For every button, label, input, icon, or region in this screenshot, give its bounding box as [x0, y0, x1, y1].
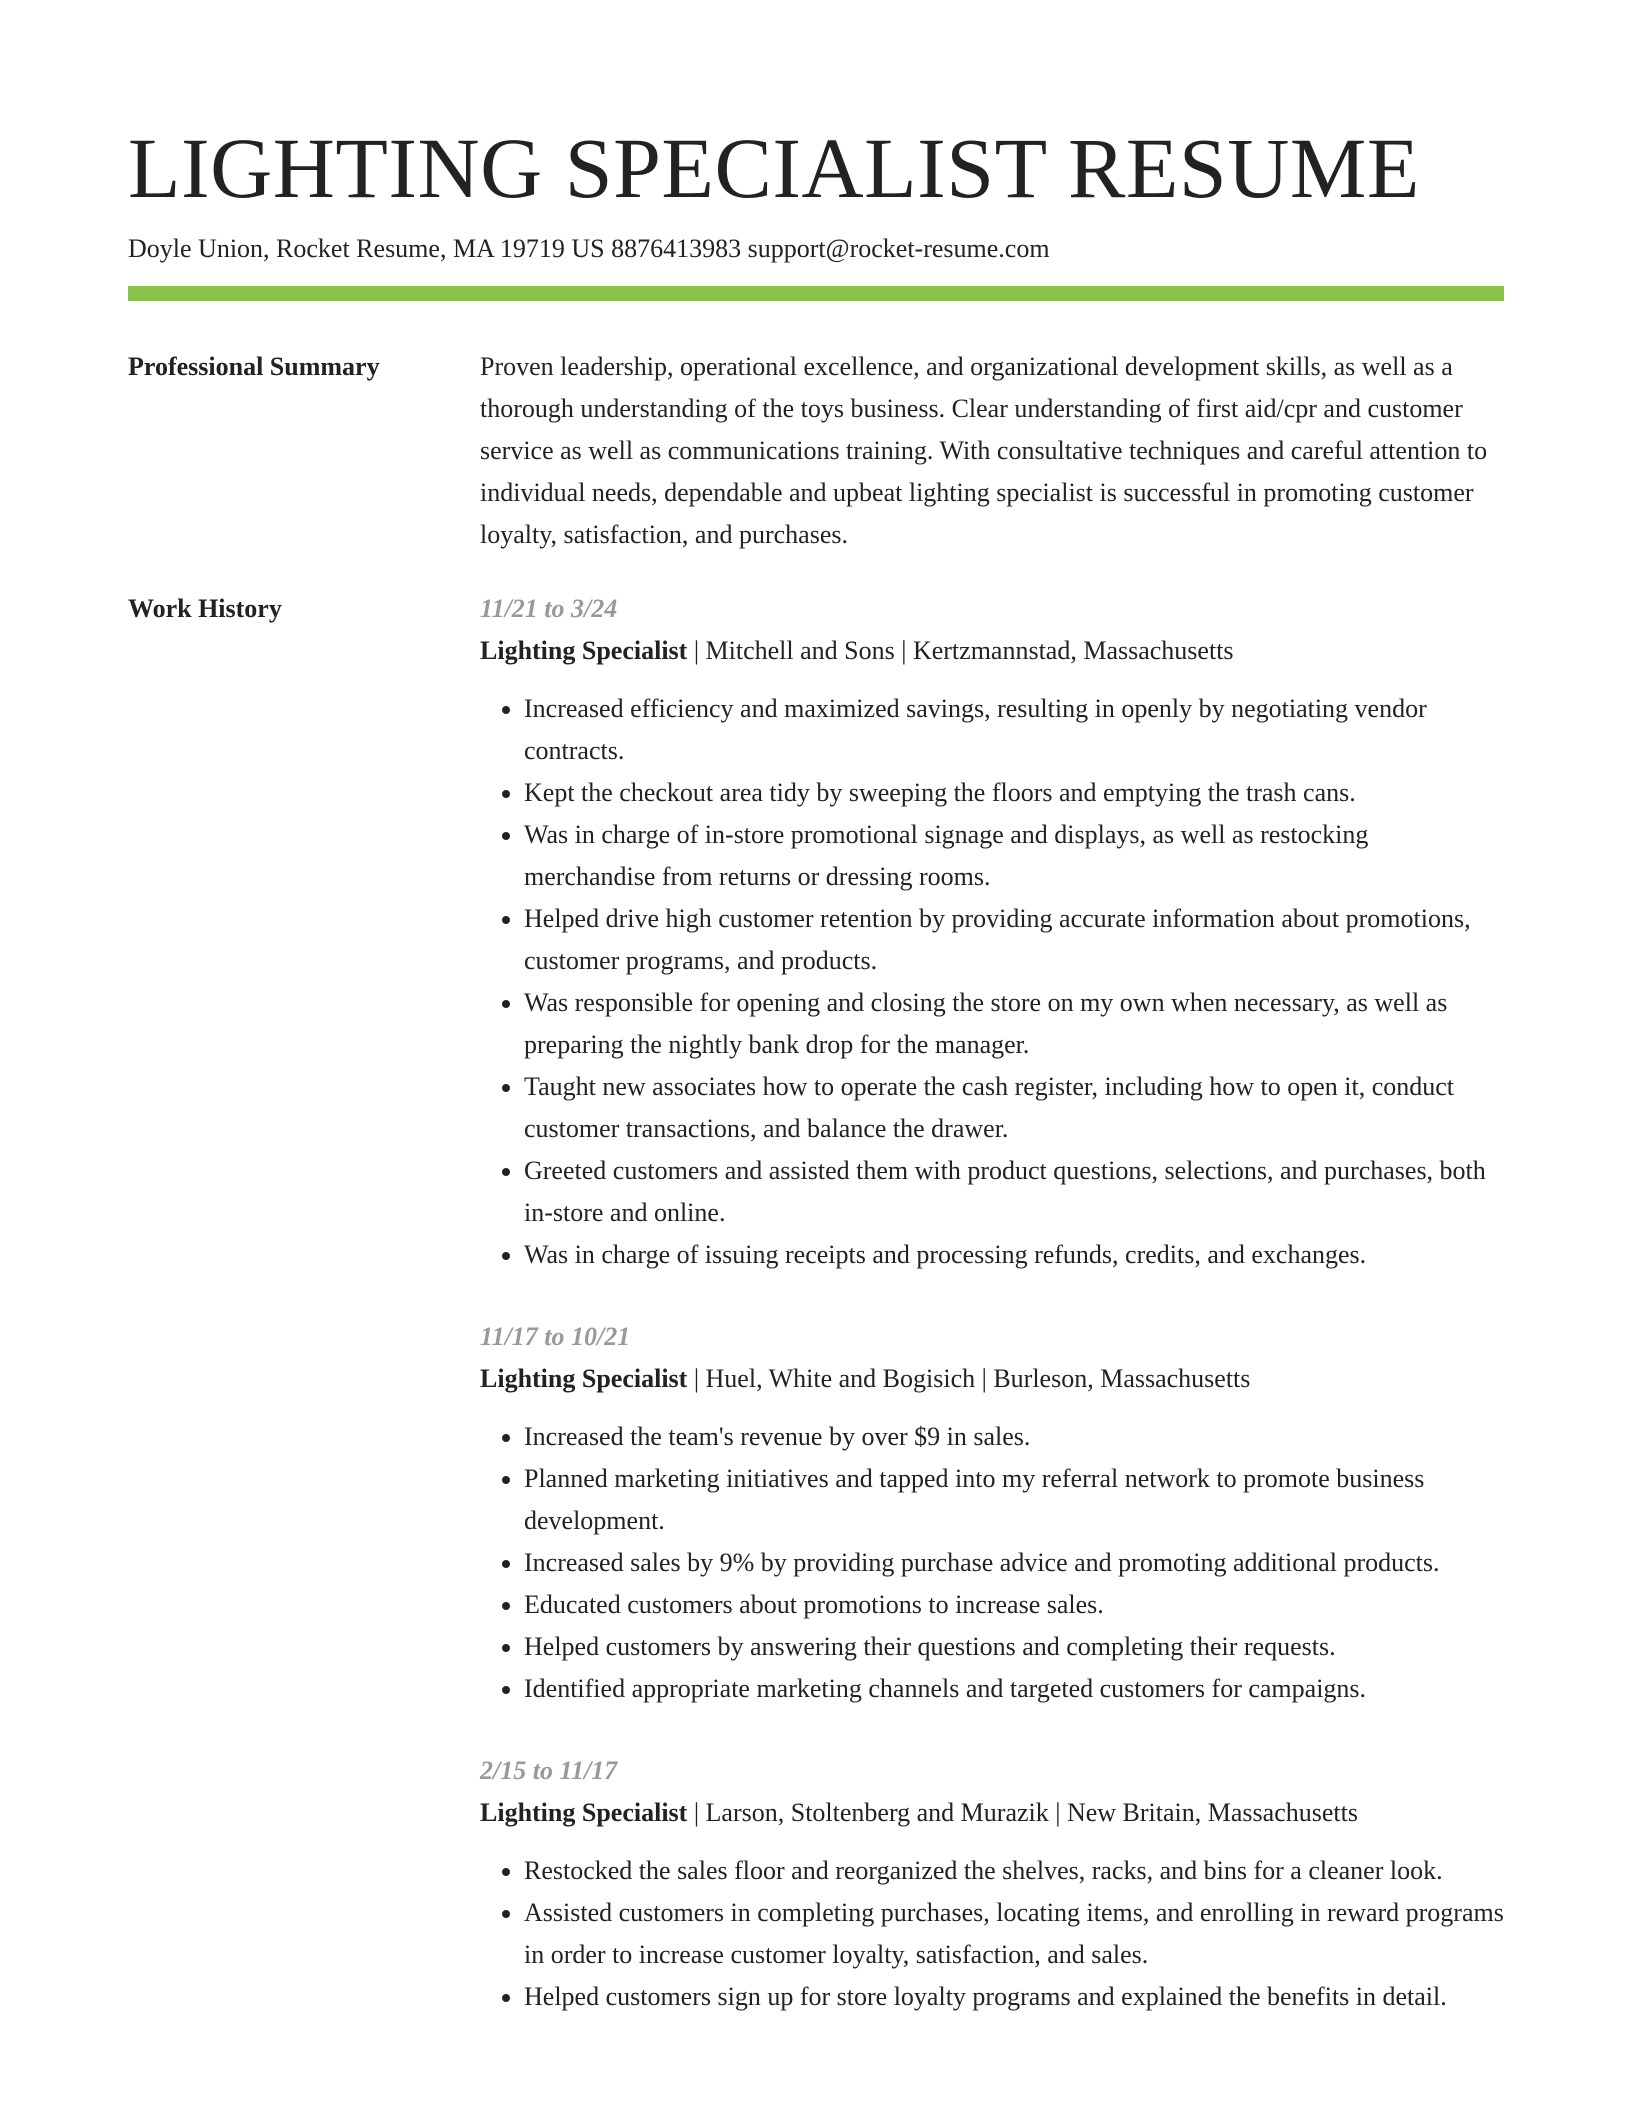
job-bullet: • Taught new associates how to operate the cash register, including how to open it, conduct customer transactions, and balance the drawer. — [524, 1066, 1504, 1150]
job-bullet: • Greeted customers and assisted them with product questions, selections, and purchases, both in-store and online. — [524, 1150, 1504, 1234]
job-heading — [480, 1792, 1504, 1834]
job-entry — [480, 588, 1504, 1276]
job-dates: 11/17 to 10/21 — [480, 1322, 631, 1351]
job-bullet: • Was in charge of in-store promotional signage and displays, as well as restocking merchandise from returns or dressing rooms. — [524, 814, 1504, 898]
job-bullet: • Educated customers about promotions to increase sales. — [524, 1584, 1504, 1626]
job-entry — [480, 1316, 1504, 1710]
job-employer-location: | Mitchell and Sons | Kertzmannstad, Massachusetts — [687, 636, 1234, 665]
summary-section — [480, 346, 1504, 556]
job-heading — [480, 1358, 1504, 1400]
job-bullet: • Was in charge of issuing receipts and processing refunds, credits, and exchanges. — [524, 1234, 1504, 1276]
job-title: Lighting Specialist — [480, 1364, 688, 1393]
job-entry — [480, 1750, 1504, 2018]
job-heading — [480, 630, 1504, 672]
job-dates: 2/15 to 11/17 — [480, 1756, 618, 1785]
job-bullet: • Increased efficiency and maximized savings, resulting in openly by negotiating vendor contracts. — [524, 688, 1504, 772]
job-bullet: • Helped drive high customer retention by providing accurate information about promotions, customer programs, and products. — [524, 898, 1504, 982]
job-bullet: • Restocked the sales floor and reorganized the shelves, racks, and bins for a cleaner look. — [524, 1850, 1504, 1892]
resume-title: LIGHTING SPECIALIST RESUME — [128, 120, 1420, 216]
header-divider — [128, 286, 1504, 301]
job-employer-location: | Huel, White and Bogisich | Burleson, Massachusetts — [687, 1364, 1251, 1393]
work-history-label: Work History — [128, 594, 282, 623]
summary-label: Professional Summary — [128, 352, 380, 381]
job-bullet: • Increased sales by 9% by providing purchase advice and promoting additional products. — [524, 1542, 1504, 1584]
job-bullet: • Assisted customers in completing purchases, locating items, and enrolling in reward programs in order to increase customer loyalty, satisfaction, and sales. — [524, 1892, 1504, 1976]
contact-line: Doyle Union, Rocket Resume, MA 19719 US 8876413983 support@rocket-resume.com — [128, 234, 1050, 263]
job-bullet: • Increased the team's revenue by over $9 in sales. — [524, 1416, 1504, 1458]
work-history-section — [480, 588, 1504, 2058]
summary-text: Proven leadership, operational excellence, and organizational development skills, as well as a thorough understanding of the toys business. Clear understanding of first aid/cpr and customer service as well as communications training. With consultative techniques and careful attention to individual needs, dependable and upbeat lighting specialist is successful in promoting customer loyalty, satisfaction, and purchases. — [480, 352, 1488, 549]
job-bullet: • Helped customers by answering their questions and completing their requests. — [524, 1626, 1504, 1668]
job-bullet: • Identified appropriate marketing channels and targeted customers for campaigns. — [524, 1668, 1504, 1710]
job-dates: 11/21 to 3/24 — [480, 594, 618, 623]
job-title: Lighting Specialist — [480, 1798, 688, 1827]
job-title: Lighting Specialist — [480, 636, 688, 665]
job-bullet-list — [480, 1416, 1504, 1710]
job-employer-location: | Larson, Stoltenberg and Murazik | New Britain, Massachusetts — [687, 1798, 1358, 1827]
job-bullet-list — [480, 1850, 1504, 2018]
job-bullet: • Planned marketing initiatives and tapped into my referral network to promote business development. — [524, 1458, 1504, 1542]
job-bullet: • Was responsible for opening and closing the store on my own when necessary, as well as preparing the nightly bank drop for the manager. — [524, 982, 1504, 1066]
job-bullet-list — [480, 688, 1504, 1276]
job-bullet: • Helped customers sign up for store loyalty programs and explained the benefits in detail. — [524, 1976, 1504, 2018]
job-bullet: • Kept the checkout area tidy by sweeping the floors and emptying the trash cans. — [524, 772, 1504, 814]
